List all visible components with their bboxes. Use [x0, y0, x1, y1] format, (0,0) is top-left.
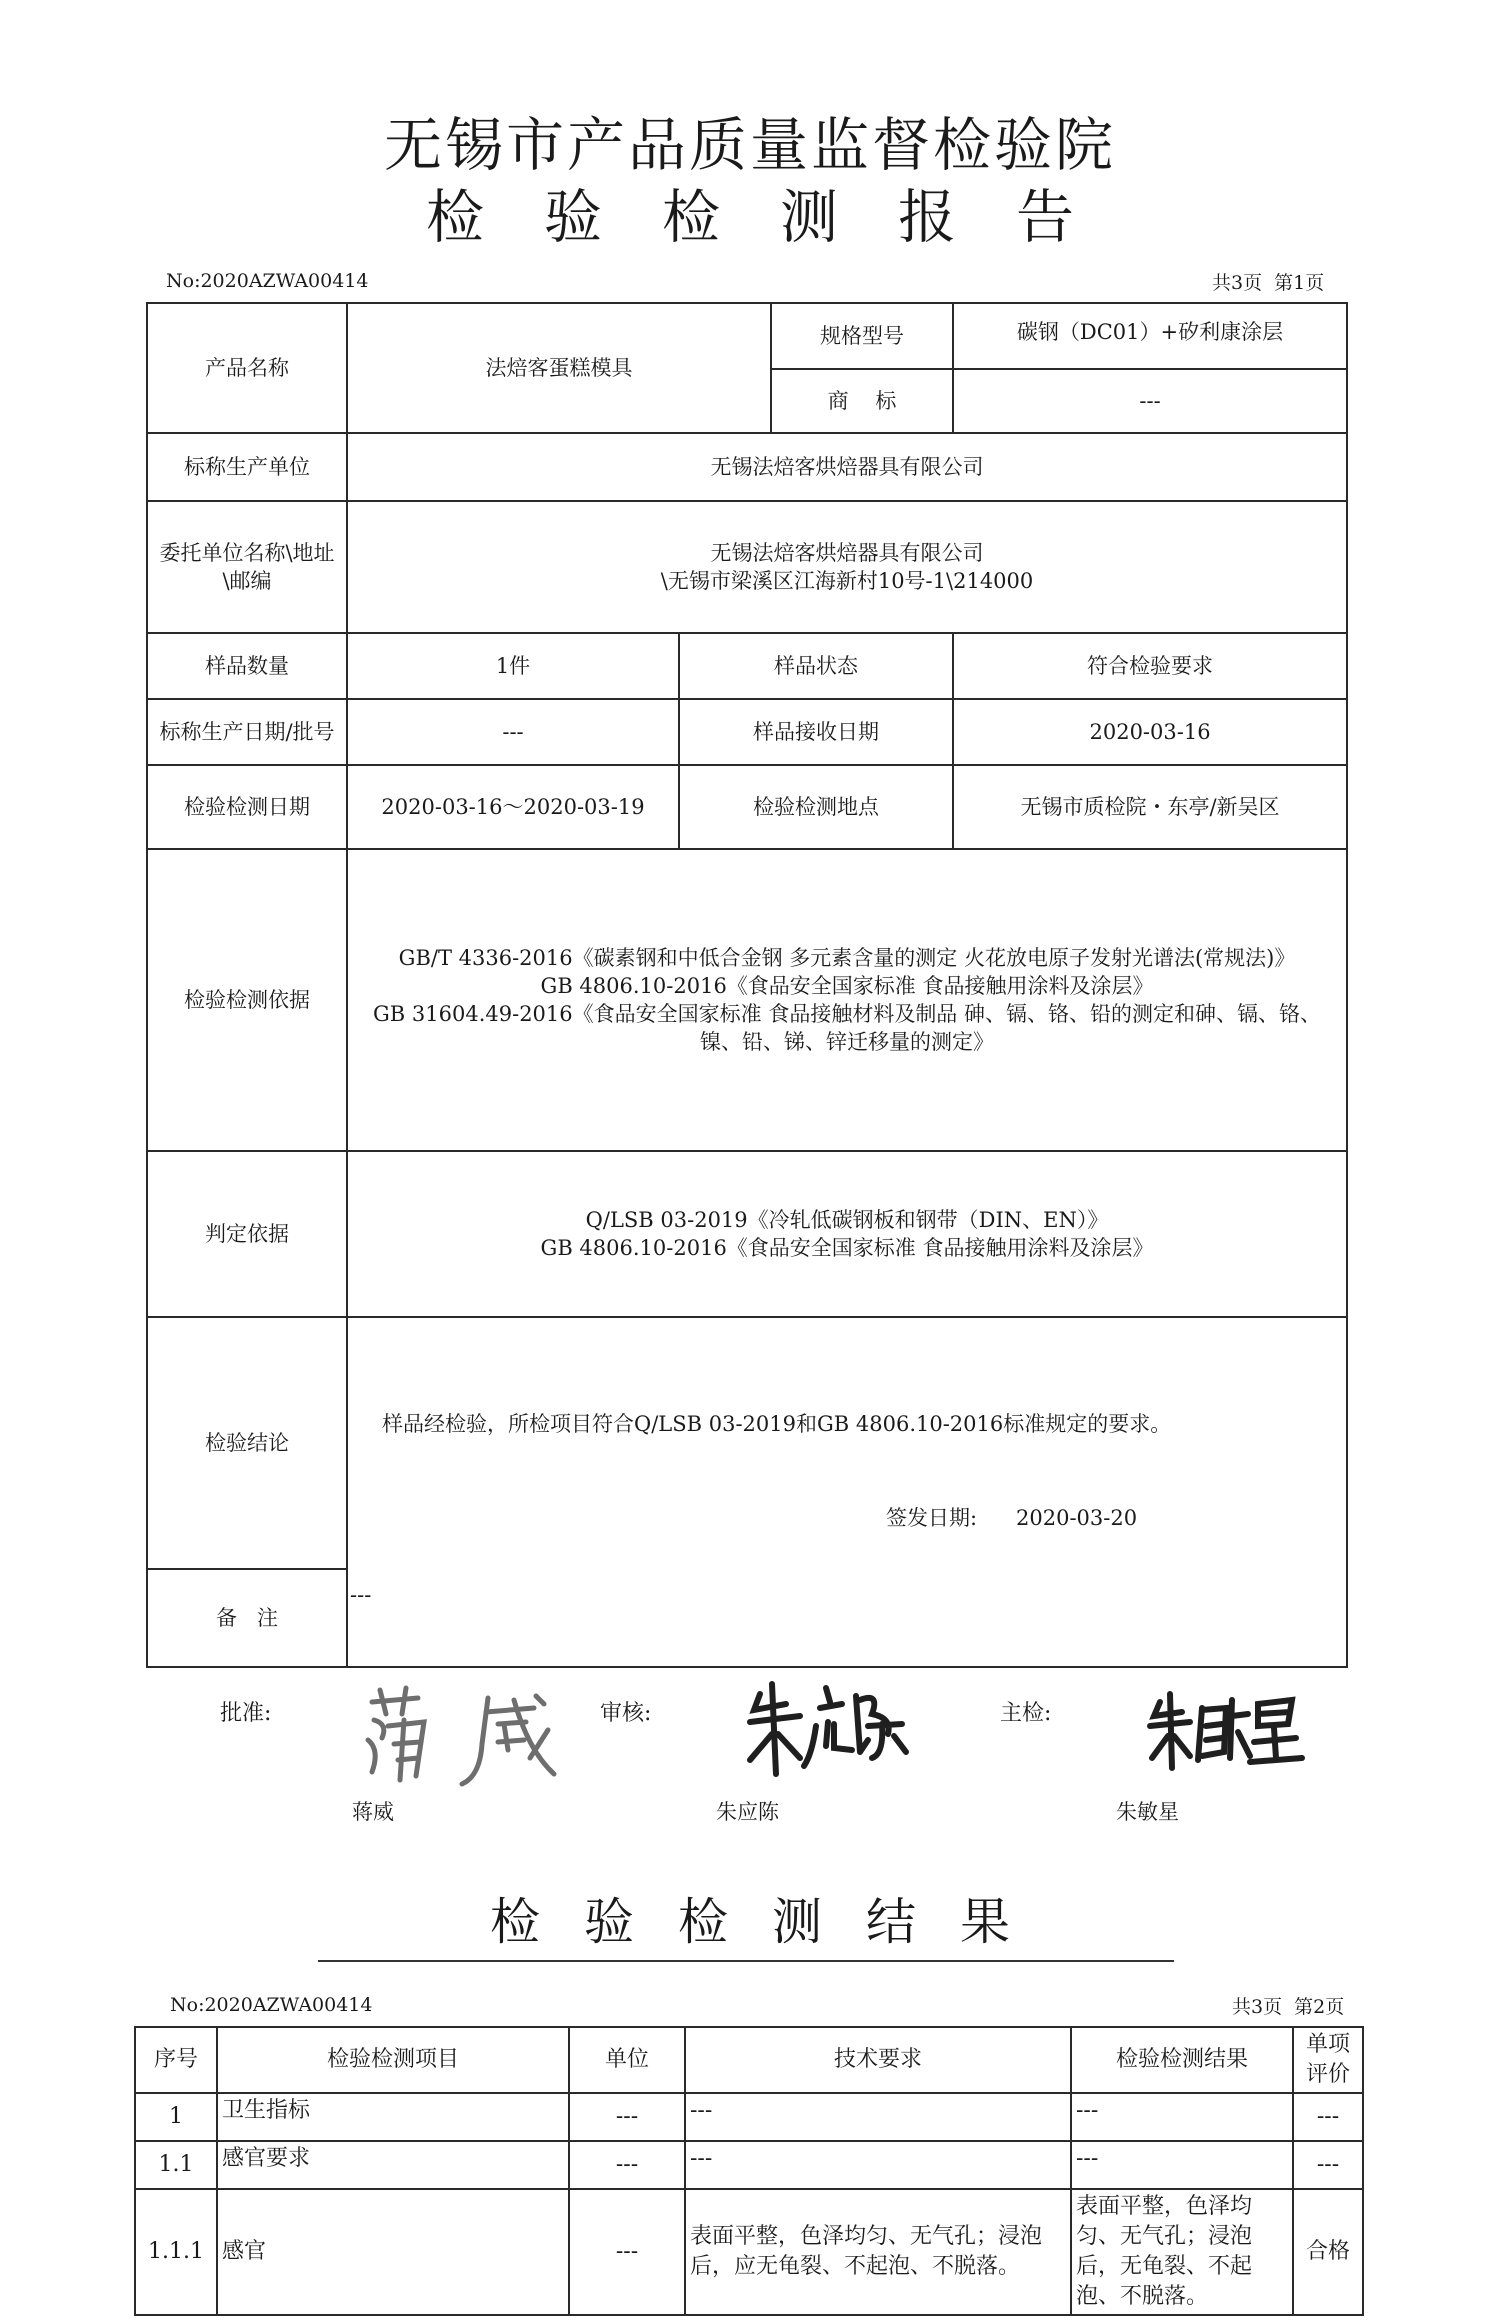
results-title-char: 检 [490, 1893, 540, 1951]
table-row [135, 2093, 1363, 2141]
sample-state: 符合检验要求 [953, 633, 1347, 699]
client-name: 无锡法焙客烘焙器具有限公司 [710, 541, 984, 565]
product-name: 法焙客蛋糕模具 [347, 303, 771, 433]
row-requirement: 表面平整，色泽均匀、无气孔；浸泡后，应无龟裂、不起泡、不脱落。 [685, 2189, 1071, 2315]
basis-standard-2: GB 4806.10-2016《食品安全国家标准 食品接触用涂料及涂层》 [540, 974, 1154, 998]
row-result: --- [1071, 2093, 1293, 2141]
conclusion-label: 检验结论 [147, 1317, 347, 1569]
issue-date-label: 签发日期: [886, 1506, 978, 1530]
manufacturer-label: 标称生产单位 [147, 433, 347, 501]
client-address: \无锡市梁溪区江海新村10号-1\214000 [660, 569, 1034, 593]
column-header: 序号 [135, 2027, 217, 2093]
row-evaluation: --- [1293, 2141, 1363, 2189]
client-info [347, 501, 1347, 633]
brand-value: --- [953, 369, 1347, 433]
row-result: --- [1071, 2141, 1293, 2189]
judge-content [347, 1151, 1347, 1317]
column-header: 技术要求 [685, 2027, 1071, 2093]
column-header: 检验检测结果 [1071, 2027, 1293, 2093]
results-title-char: 检 [678, 1893, 728, 1951]
conclusion-text: 样品经检验，所检项目符合Q/LSB 03-2019和GB 4806.10-2016标准规定的要求。 [382, 1412, 1172, 1436]
client-label: 委托单位名称\地址\邮编 [147, 501, 347, 633]
results-title-char: 测 [772, 1893, 822, 1951]
approve-label: 批准: [220, 1701, 272, 1726]
review-name: 朱应陈 [716, 1800, 779, 1824]
receive-date-label: 样品接收日期 [679, 699, 953, 765]
row-evaluation: 合格 [1293, 2189, 1363, 2315]
row-index: 1 [135, 2093, 217, 2141]
report-title-char: 报 [898, 183, 957, 251]
row-item: 卫生指标 [217, 2093, 569, 2141]
row-result: 表面平整，色泽均匀、无气孔；浸泡后，无龟裂、不起泡、不脱落。 [1071, 2189, 1293, 2315]
test-date: 2020-03-16～2020-03-19 [347, 765, 679, 849]
results-title-char: 结 [866, 1893, 916, 1951]
row-index: 1.1.1 [135, 2189, 217, 2315]
review-label: 审核: [600, 1701, 652, 1726]
test-place: 无锡市质检院・东亭/新吴区 [953, 765, 1347, 849]
table-row [135, 2141, 1363, 2189]
spec-label: 规格型号 [771, 303, 953, 369]
row-requirement: --- [685, 2141, 1071, 2189]
row-unit: --- [569, 2093, 685, 2141]
row-requirement: --- [685, 2093, 1071, 2141]
row-unit: --- [569, 2189, 685, 2315]
prod-date: --- [347, 699, 679, 765]
row-item: 感官 [217, 2189, 569, 2315]
results-title-char: 验 [584, 1893, 634, 1951]
report-title-char: 测 [780, 183, 839, 251]
brand-label: 商 标 [771, 369, 953, 433]
prod-date-label: 标称生产日期/批号 [147, 699, 347, 765]
results-title-underline [318, 1960, 1174, 1962]
results-title [0, 1882, 1500, 1954]
receive-date: 2020-03-16 [953, 699, 1347, 765]
column-header: 单位 [569, 2027, 685, 2093]
issue-date: 2020-03-20 [1016, 1506, 1138, 1530]
report-title-char: 检 [425, 183, 484, 251]
inspect-label: 主检: [1000, 1701, 1052, 1726]
remark-label: 备 注 [147, 1569, 347, 1667]
results-title-char: 果 [960, 1893, 1010, 1951]
review-signature [742, 1674, 912, 1784]
test-place-label: 检验检测地点 [679, 765, 953, 849]
approve-name: 蒋威 [352, 1800, 394, 1824]
page-info: 共3页 第1页 [1212, 272, 1325, 294]
results-table [134, 2026, 1364, 2316]
basis-content [347, 849, 1347, 1151]
report-title-char: 验 [543, 183, 602, 251]
page-info-page2: 共3页 第2页 [1232, 1996, 1345, 2018]
sample-qty-label: 样品数量 [147, 633, 347, 699]
approve-signature [358, 1680, 568, 1790]
column-header: 单项评价 [1293, 2027, 1363, 2093]
report-title [0, 170, 1500, 254]
row-evaluation: --- [1293, 2093, 1363, 2141]
product-name-label: 产品名称 [147, 303, 347, 433]
spec-value: 碳钢（DC01）+矽利康涂层 [953, 303, 1347, 369]
sample-state-label: 样品状态 [679, 633, 953, 699]
inspect-name: 朱敏星 [1116, 1800, 1179, 1824]
row-unit: --- [569, 2141, 685, 2189]
conclusion-cell [347, 1317, 1347, 1569]
judge-label: 判定依据 [147, 1151, 347, 1317]
report-info-table [146, 302, 1348, 1668]
judge-standard-1: Q/LSB 03-2019《冷轧低碳钢板和钢带（DIN、EN）》 [585, 1208, 1109, 1232]
basis-standard-1: GB/T 4336-2016《碳素钢和中低合金钢 多元素含量的测定 火花放电原子发射光谱法(常规法)》 [398, 946, 1296, 970]
remark-value: --- [347, 1569, 1347, 1667]
report-number: No:2020AZWA00414 [166, 270, 369, 292]
inspect-signature [1146, 1686, 1306, 1776]
report-title-char: 告 [1016, 183, 1075, 251]
manufacturer: 无锡法焙客烘焙器具有限公司 [347, 433, 1347, 501]
basis-label: 检验检测依据 [147, 849, 347, 1151]
basis-standard-3: GB 31604.49-2016《食品安全国家标准 食品接触材料及制品 砷、镉、铬、铅的测定和砷、镉、铬、镍、铅、锑、锌迁移量的测定》 [373, 1002, 1321, 1054]
report-number-page2: No:2020AZWA00414 [170, 1994, 373, 2016]
row-item: 感官要求 [217, 2141, 569, 2189]
report-title-char: 检 [661, 183, 720, 251]
row-index: 1.1 [135, 2141, 217, 2189]
column-header: 检验检测项目 [217, 2027, 569, 2093]
table-row [135, 2189, 1363, 2315]
test-date-label: 检验检测日期 [147, 765, 347, 849]
institute-title: 无锡市产品质量监督检验院 [383, 111, 1116, 179]
sample-qty: 1件 [347, 633, 679, 699]
results-header-row [135, 2027, 1363, 2093]
judge-standard-2: GB 4806.10-2016《食品安全国家标准 食品接触用涂料及涂层》 [540, 1236, 1154, 1260]
